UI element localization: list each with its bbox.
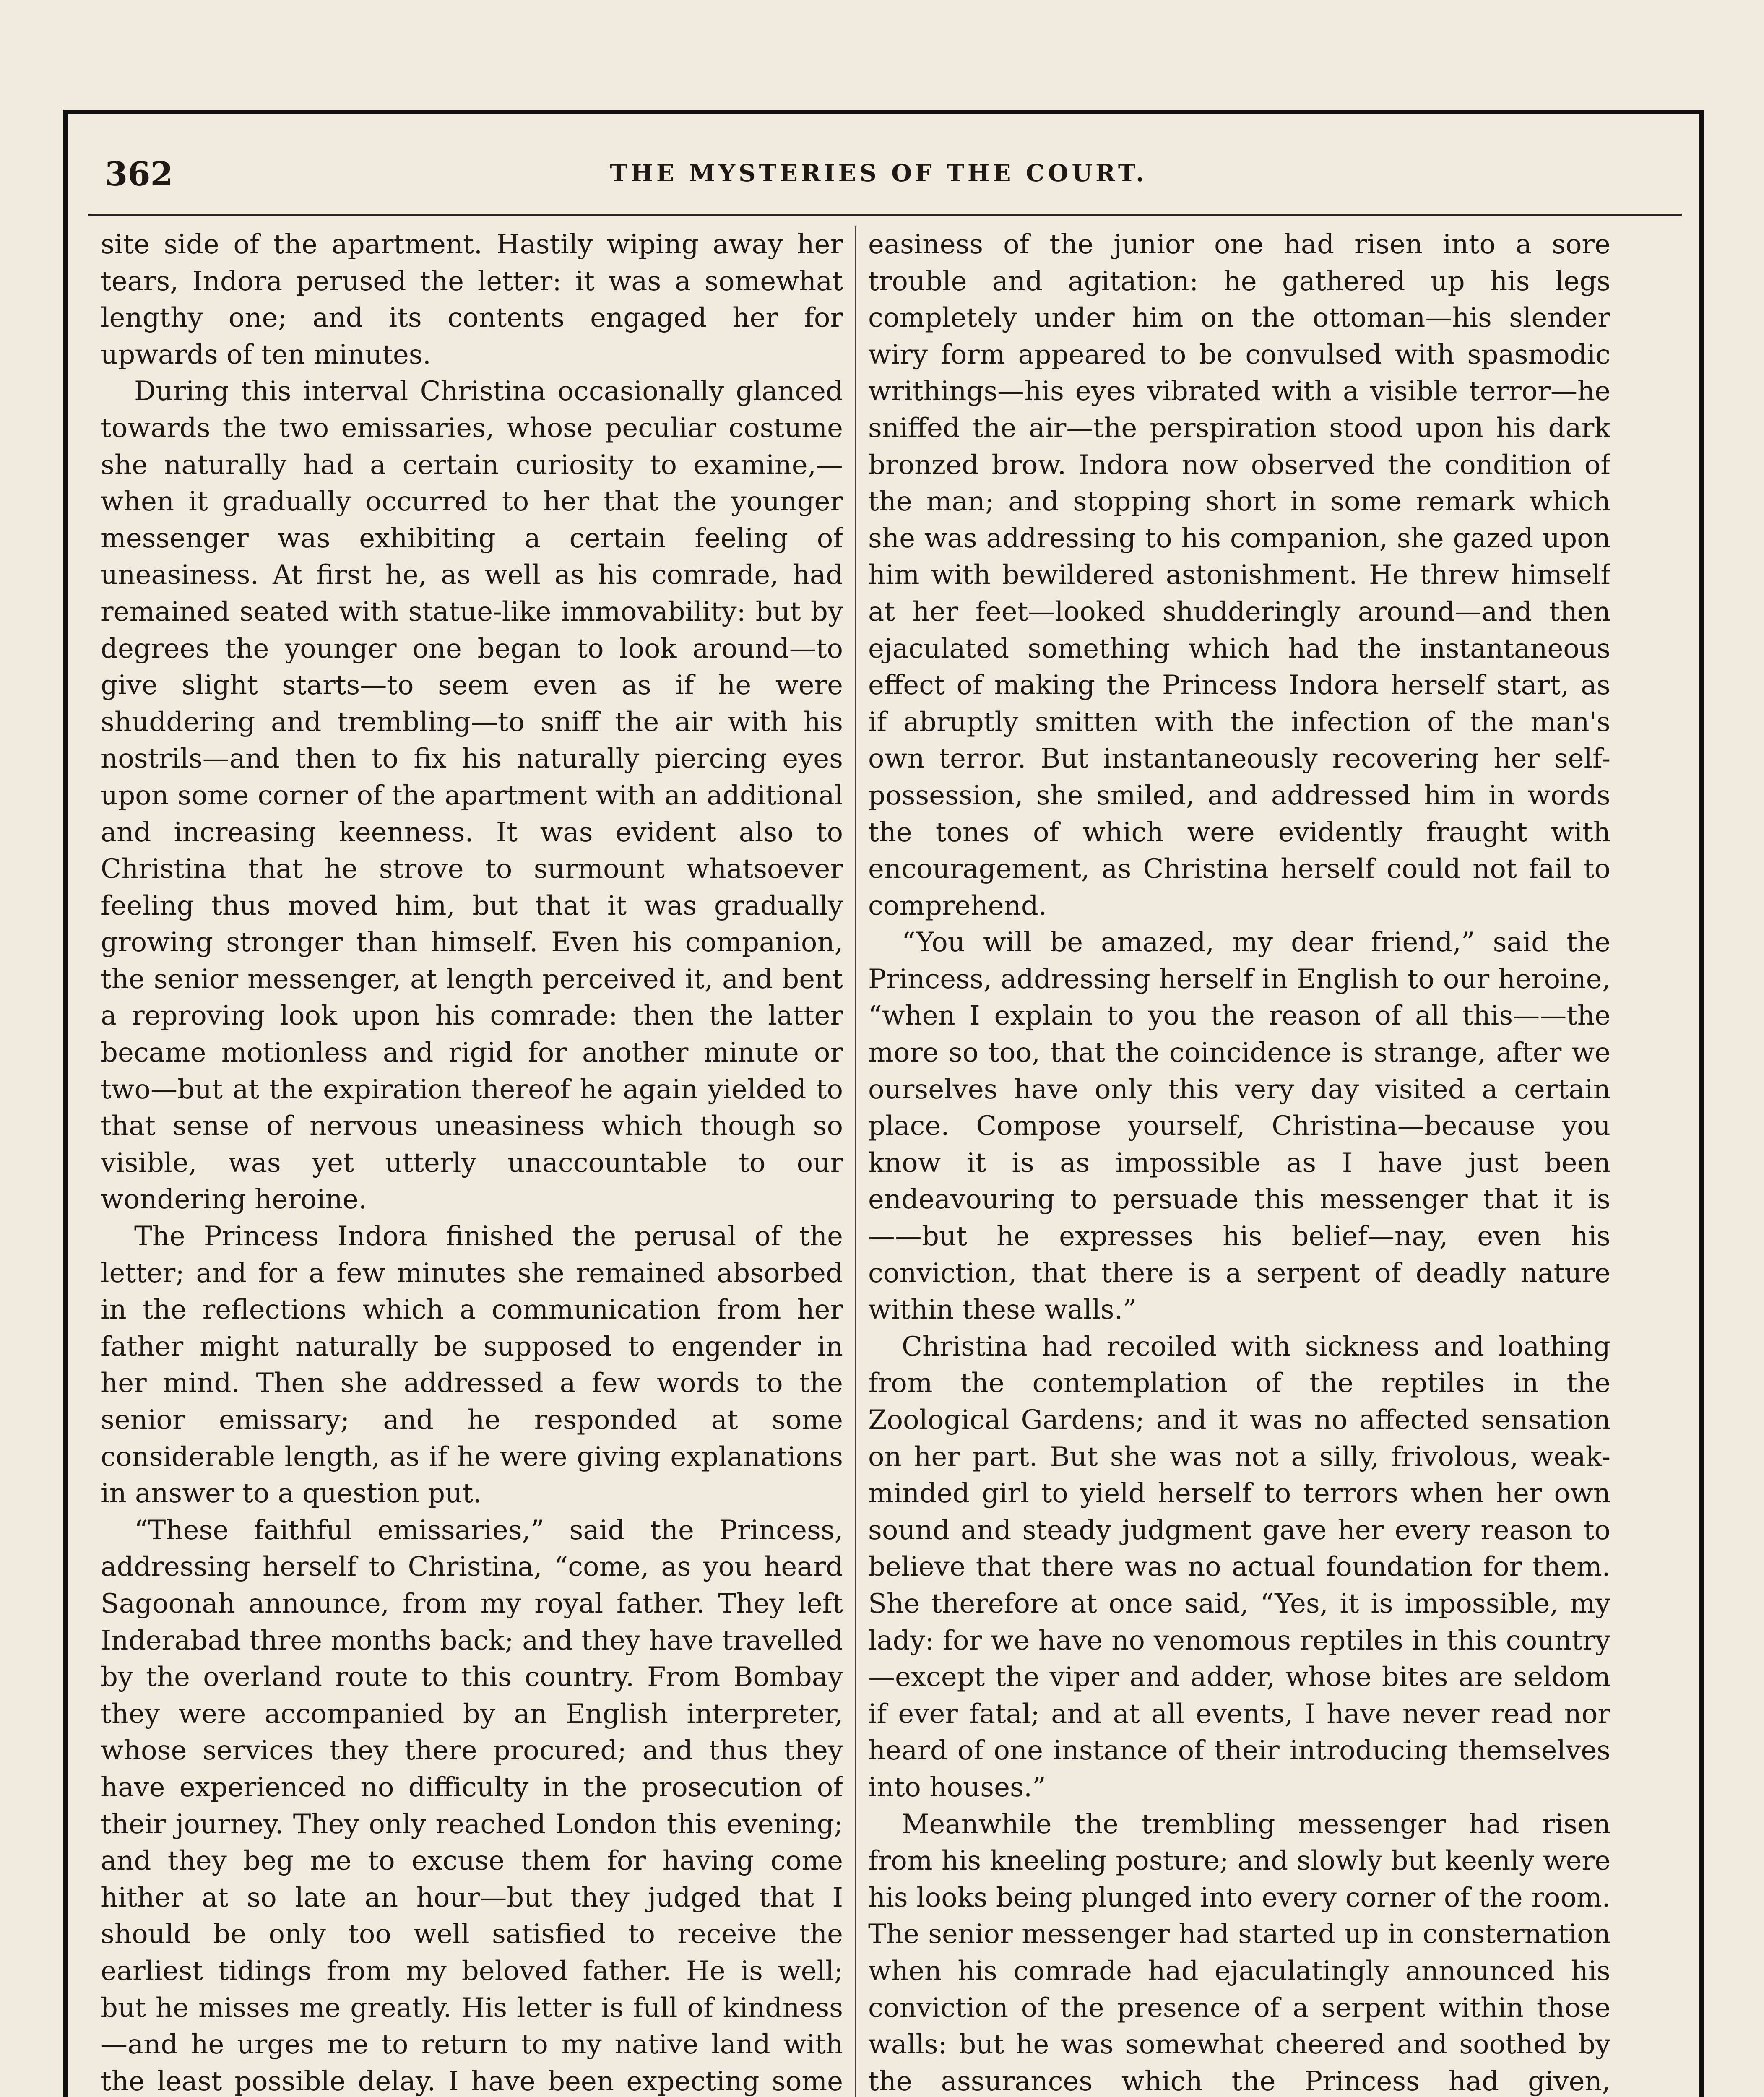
top-border-rule <box>63 110 1703 114</box>
header-rule <box>88 214 1682 216</box>
right-column <box>868 226 1610 2097</box>
paragraph: During this interval Christina occasionally glanced towards the two emissaries, whose peculiar costume she naturally had a certain curiosity to examine,—when it gradually occurred to her that the younger messenger was exhibiting a certain feeling of uneasiness. At first he, as well as his comrade, had remained seated with statue-like immovability: but by degrees the younger one began to look around—to give slight starts—to seem even as if he were shuddering and trembling—to sniff the air with his nostrils—and then to fix his naturally piercing eyes upon some corner of the apartment with an additional and increasing keenness. It was evident also to Christina that he strove to surmount whatsoever feeling thus moved him, but that it was gradually growing stronger than himself. Even his companion, the senior messenger, at length perceived it, and bent a reproving look upon his comrade: then the latter became motionless and rigid for another minute or two—but at the expiration thereof he again yielded to that sense of nervous uneasiness which though so visible, was yet utterly unaccountable to our wondering heroine. <box>101 376 843 1215</box>
page-number: 362 <box>105 155 173 193</box>
paragraph: easiness of the junior one had risen into a sore trouble and agitation: he gathered up his legs completely under him on the ottoman—his slender wiry form appeared to be convulsed with spasmodic writhings—his eyes vibrated with a visible terror—he sniffed the air—the perspiration stood upon his dark bronzed brow. Indora now observed the condition of the man; and stopping short in some remark which she was addressing to his companion, she gazed upon him with bewildered astonishment. He threw himself at her feet—looked shudderingly around—and then ejaculated something which had the instantaneous effect of making the Princess Indora herself start, as if abruptly smitten with the infection of the man's own terror. But instantaneously recovering her self-possession, she smiled, and addressed him in words the tones of which were evidently fraught with encouragement, as Christina herself could not fail to comprehend. <box>868 229 1610 921</box>
running-title: THE MYSTERIES OF THE COURT. <box>610 159 1147 187</box>
column-divider <box>855 226 856 2097</box>
paragraph: Christina had recoiled with sickness and loathing from the contemplation of the reptiles in the Zoological Gardens; and it was no affected sensation on her part. But she was not a silly, frivolous, weak-minded girl to yield herself to terrors when her own sound and steady judgment gave her every reason to believe that there was no actual foundation for them. She therefore at once said, “Yes, it is impossible, my lady: for we have no venomous reptiles in this country—except the viper and adder, whose bites are seldom if ever fatal; and at all events, I have never read nor heard of one instance of their introducing themselves into houses.” <box>868 1331 1610 1803</box>
page-header <box>92 155 1665 206</box>
left-column <box>101 226 843 2097</box>
paragraph: The Princess Indora finished the perusal of the letter; and for a few minutes she remained absorbed in the reflections which a communication from her father might naturally be supposed to engender in her mind. Then she addressed a few words to the senior emissary; and he responded at some considerable length, as if he were giving explanations in answer to a question put. <box>101 1221 843 1509</box>
paragraph: “These faithful emissaries,” said the Princess, addressing herself to Christina, “come, as you heard Sagoonah announce, from my royal father. They left Inderabad three months back; and they have travelled by the overland route to this country. From Bombay they were accompanied by an English interpreter, whose services they there procured; and thus they have experienced no difficulty in the prosecution of their journey. They only reached London this evening; and they beg me to excuse them for having come hither at so late an hour—but they judged that I should be only too well satisfied to receive the earliest tidings from my beloved father. He is well; but he misses me greatly. His letter is full of kindness—and he urges me to return to my native land with the least possible delay. I have been expecting some <box>101 1514 843 2097</box>
paragraph: Meanwhile the trembling messenger had risen from his kneeling posture; and slowly but keenly were his looks being plunged into every corner of the room. The senior messenger had started up in consternation when his comrade had ejaculatingly announced his conviction of the presence of a serpent within those walls: but he was somewhat cheered and soothed by the assurances which the Princess had given, <box>868 1808 1610 2097</box>
paragraph: site side of the apartment. Hastily wiping away her tears, Indora perused the letter: it was a somewhat lengthy one; and its contents engaged her for upwards of ten minutes. <box>101 229 843 370</box>
paragraph: “You will be amazed, my dear friend,” said the Princess, addressing herself in English to our heroine, “when I explain to you the reason of all this——the more so too, that the coincidence is strange, after we ourselves have only this very day visited a certain place. Compose yourself, Christina—because you know it is as impossible as I have just been endeavouring to persuade this messenger that it is——but he expresses his belief—nay, even his conviction, that there is a serpent of deadly nature within these walls.” <box>868 927 1610 1326</box>
